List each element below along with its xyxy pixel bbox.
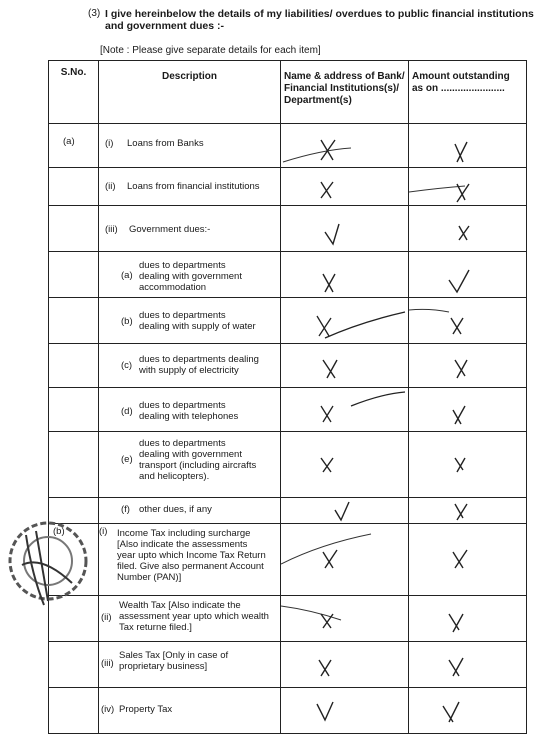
item-description: Loans from Banks: [127, 138, 204, 149]
tick-mark: [281, 206, 408, 251]
bank-cell: [281, 596, 409, 642]
description-cell: [99, 168, 281, 206]
sno-cell: [49, 206, 99, 252]
item-description: Income Tax including surcharge [Also indicate the assessments year upto which Income Tax Return filed. Give also permanent Account Number (PAN)]: [117, 528, 266, 583]
amount-cell: [409, 642, 527, 688]
cross-mark: [281, 388, 408, 431]
amount-cell: [409, 388, 527, 432]
item-number: (b): [121, 316, 133, 327]
table-row: [49, 344, 527, 388]
section-number: (3): [88, 8, 101, 19]
cross-mark: [281, 344, 408, 387]
item-number: (i): [99, 526, 108, 537]
section-note: [Note : Please give separate details for each item]: [100, 45, 321, 56]
cross-mark: [281, 252, 408, 297]
table-row: [49, 688, 527, 734]
bank-cell: [281, 124, 409, 168]
table-row: [49, 168, 527, 206]
item-number: (ii): [105, 181, 116, 192]
sno-cell: [49, 344, 99, 388]
item-description: Government dues:-: [129, 224, 211, 235]
table-row: [49, 298, 527, 344]
bank-cell: [281, 688, 409, 734]
table-row: [49, 498, 527, 524]
description-cell: [99, 344, 281, 388]
sno-cell: [49, 252, 99, 298]
item-description: dues to departments dealing with government transport (including aircrafts and helicopters).: [139, 438, 257, 482]
item-number: (ii): [101, 612, 112, 623]
item-description: dues to departments dealing with telephones: [139, 400, 239, 422]
cross-mark: [409, 168, 526, 205]
bank-cell: [281, 206, 409, 252]
item-number: (a): [121, 270, 133, 281]
cross-mark: [409, 206, 526, 251]
cross-mark: [281, 124, 408, 167]
amount-cell: [409, 432, 527, 498]
table-row: [49, 642, 527, 688]
item-description: Sales Tax [Only in case of proprietary business]: [119, 650, 229, 672]
description-cell: [99, 298, 281, 344]
section-heading: I give hereinbelow the details of my liabilities/ overdues to public financial institutions and government dues :-: [105, 8, 534, 32]
item-description: other dues, if any: [139, 504, 212, 515]
description-cell: [99, 524, 281, 596]
table-row: [49, 388, 527, 432]
item-description: dues to departments dealing with supply of electricity: [139, 354, 259, 376]
description-cell: [99, 432, 281, 498]
stamp-seal-image: [2, 505, 94, 625]
description-cell: [99, 642, 281, 688]
description-cell: [99, 688, 281, 734]
item-number: (iv): [101, 704, 115, 715]
table-row: [49, 124, 527, 168]
tick-mark: [281, 498, 408, 523]
header-description: Description: [99, 61, 281, 124]
table-row: [49, 432, 527, 498]
amount-cell: [409, 168, 527, 206]
bank-cell: [281, 524, 409, 596]
amount-cell: [409, 298, 527, 344]
item-number: (iii): [105, 224, 118, 235]
cross-mark: [281, 642, 408, 687]
amount-cell: [409, 206, 527, 252]
description-cell: [99, 206, 281, 252]
amount-cell: [409, 498, 527, 524]
sno-cell: [49, 124, 99, 168]
amount-cell: [409, 596, 527, 642]
cross-mark: [409, 124, 526, 167]
cross-mark: [409, 432, 526, 497]
cross-mark: [409, 298, 526, 343]
item-number: (f): [121, 504, 130, 515]
sno-label: (b): [53, 526, 65, 537]
amount-cell: [409, 344, 527, 388]
sno-cell: [49, 432, 99, 498]
sno-cell: [49, 642, 99, 688]
item-description: Property Tax: [119, 704, 173, 715]
item-description: Wealth Tax [Also indicate the assessment year upto which wealth Tax returne filed.]: [119, 600, 269, 633]
item-number: (e): [121, 454, 133, 465]
bank-cell: [281, 168, 409, 206]
cross-mark: [281, 596, 408, 641]
description-cell: [99, 596, 281, 642]
table-row: [49, 596, 527, 642]
item-number: (iii): [101, 658, 114, 669]
item-number: (i): [105, 138, 114, 149]
header-amount: Amount outstanding as on .......................: [409, 61, 527, 124]
tick-mark: [409, 252, 526, 297]
cross-mark: [281, 524, 408, 595]
item-number: (c): [121, 360, 133, 371]
sno-cell: [49, 388, 99, 432]
description-cell: [99, 252, 281, 298]
item-description: dues to departments dealing with supply of water: [139, 310, 256, 332]
sno-cell: [49, 688, 99, 734]
bank-cell: [281, 432, 409, 498]
sno-cell: [49, 168, 99, 206]
cross-mark: [409, 524, 526, 595]
cross-mark: [281, 168, 408, 205]
table-row: [49, 252, 527, 298]
table-header-row: [49, 61, 527, 124]
sno-label: (a): [63, 136, 75, 147]
table-row: [49, 206, 527, 252]
header-sno: S.No.: [49, 61, 99, 124]
bank-cell: [281, 298, 409, 344]
liabilities-table: [48, 60, 527, 734]
sno-cell: [49, 298, 99, 344]
cross-mark: [281, 432, 408, 497]
description-cell: [99, 124, 281, 168]
amount-cell: [409, 688, 527, 734]
description-cell: [99, 498, 281, 524]
bank-cell: [281, 498, 409, 524]
amount-cell: [409, 124, 527, 168]
cross-mark: [409, 498, 526, 523]
item-number: (d): [121, 406, 133, 417]
cross-mark: [409, 388, 526, 431]
table-row: [49, 524, 527, 596]
cross-mark: [281, 298, 408, 343]
cross-mark: [409, 344, 526, 387]
header-bank: Name & address of Bank/ Financial Institutions(s)/ Department(s): [281, 61, 409, 124]
amount-cell: [409, 524, 527, 596]
cross-mark: [409, 688, 526, 733]
cross-mark: [409, 642, 526, 687]
cross-mark: [409, 596, 526, 641]
bank-cell: [281, 344, 409, 388]
item-description: Loans from financial institutions: [127, 181, 260, 192]
bank-cell: [281, 388, 409, 432]
tick-mark: [281, 688, 408, 733]
description-cell: [99, 388, 281, 432]
item-description: dues to departments dealing with government accommodation: [139, 260, 242, 293]
bank-cell: [281, 252, 409, 298]
bank-cell: [281, 642, 409, 688]
amount-cell: [409, 252, 527, 298]
